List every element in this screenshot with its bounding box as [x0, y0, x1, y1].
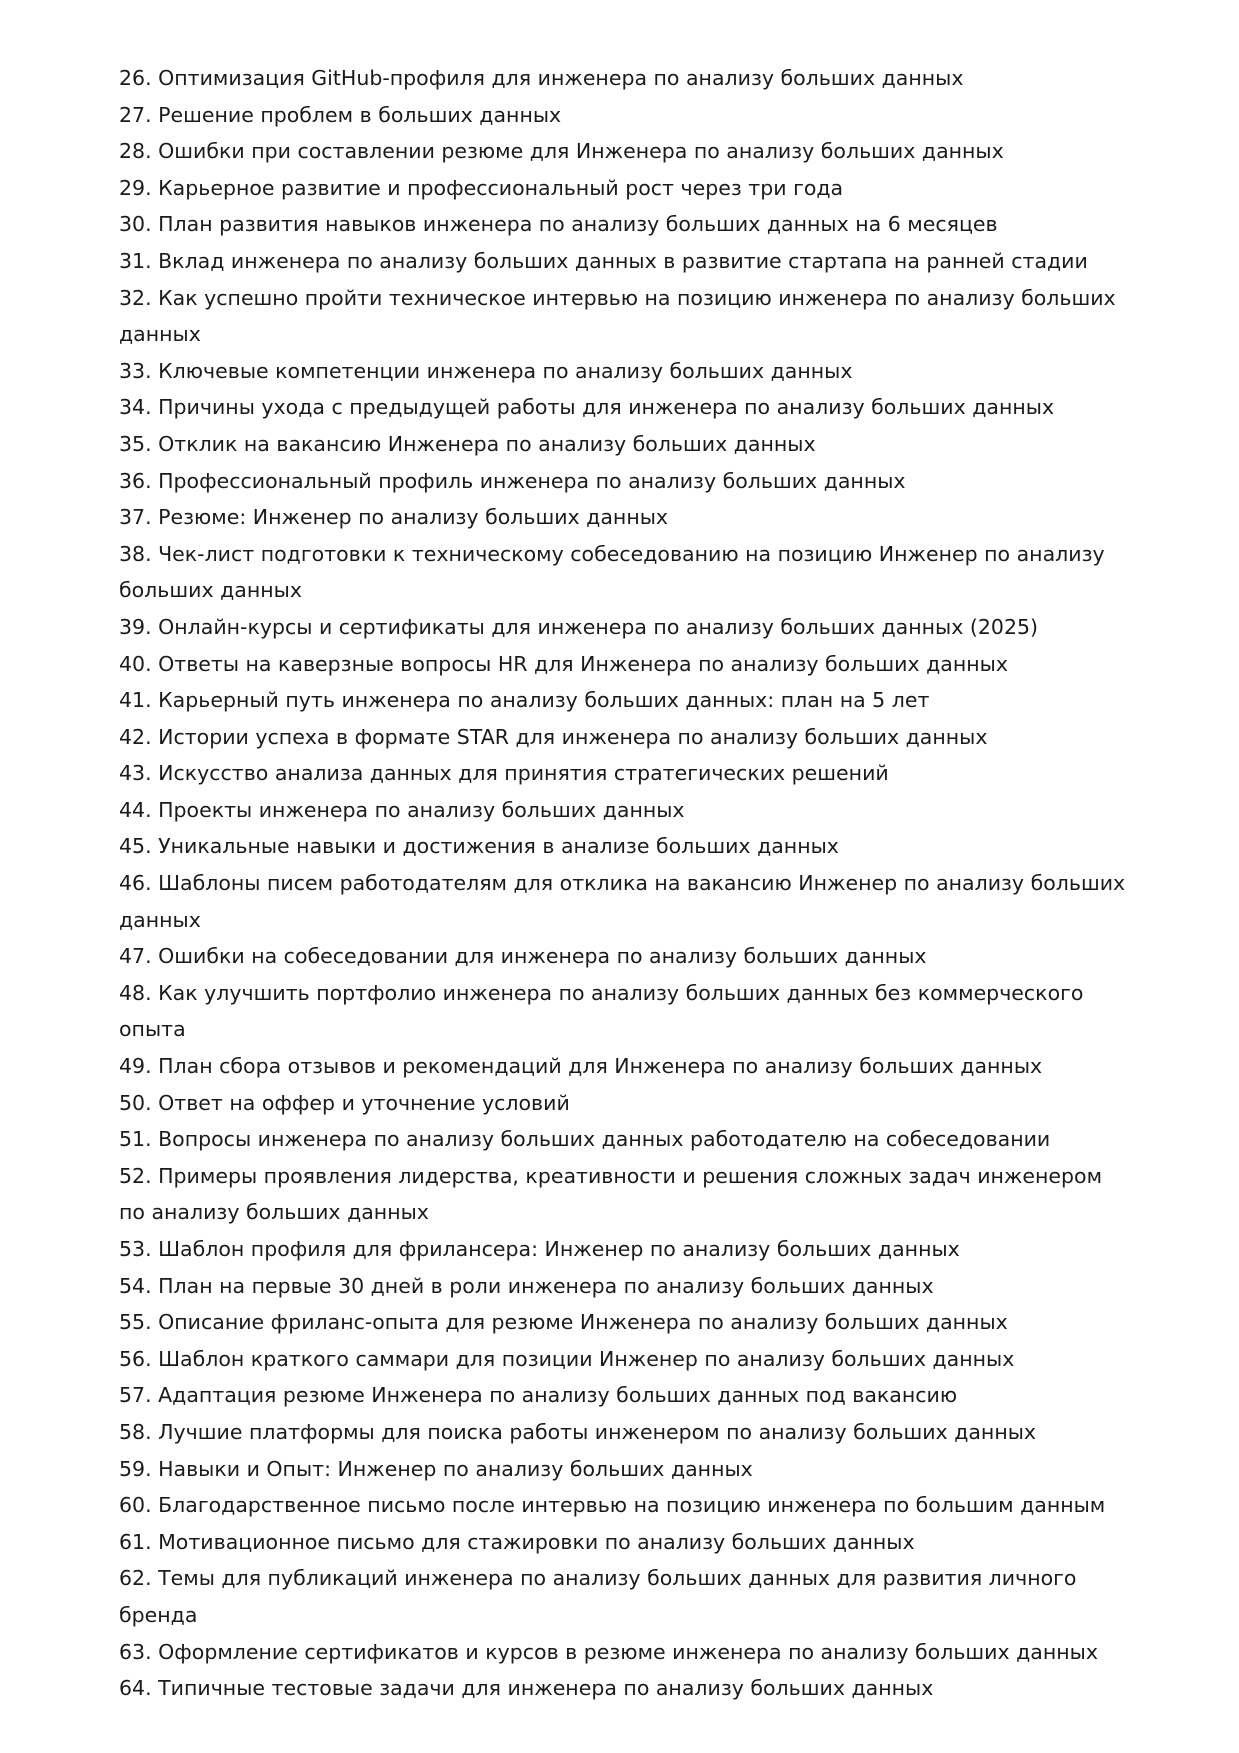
list-item: 44. Проекты инженера по анализу больших данных [119, 797, 685, 822]
list-item: 61. Мотивационное письмо для стажировки по анализу больших данных [119, 1529, 915, 1554]
list-item: 30. План развития навыков инженера по анализу больших данных на 6 месяцев [119, 212, 998, 237]
list-item: 27. Решение проблем в больших данных [119, 102, 562, 127]
list-item: 52. Примеры проявления лидерства, креативности и решения сложных задач инженером по анализу больших данных [119, 1163, 1103, 1225]
list-item: 56. Шаблон краткого саммари для позиции Инженер по анализу больших данных [119, 1346, 1015, 1371]
list-item: 47. Ошибки на собеседовании для инженера по анализу больших данных [119, 944, 927, 969]
list-item: 55. Описание фриланс-опыта для резюме Инженера по анализу больших данных [119, 1310, 1008, 1335]
list-item: 38. Чек-лист подготовки к техническому собеседованию на позицию Инженер по анализу больших данных [119, 541, 1105, 603]
list-item: 54. План на первые 30 дней в роли инженера по анализу больших данных [119, 1273, 934, 1298]
list-item: 50. Ответ на оффер и уточнение условий [119, 1090, 570, 1115]
list-item: 39. Онлайн-курсы и сертификаты для инженера по анализу больших данных (2025) [119, 614, 1039, 639]
list-item: 43. Искусство анализа данных для принятия стратегических решений [119, 761, 889, 786]
list-item: 57. Адаптация резюме Инженера по анализу больших данных под вакансию [119, 1383, 958, 1408]
topic-list [119, 60, 1129, 1707]
list-item: 59. Навыки и Опыт: Инженер по анализу больших данных [119, 1456, 753, 1481]
list-item: 33. Ключевые компетенции инженера по анализу больших данных [119, 358, 853, 383]
list-item: 34. Причины ухода с предыдущей работы для инженера по анализу больших данных [119, 395, 1055, 420]
list-item: 26. Оптимизация GitHub-профиля для инженера по анализу больших данных [119, 66, 964, 90]
list-item: 31. Вклад инженера по анализу больших данных в развитие стартапа на ранней стадии [119, 248, 1088, 273]
list-item: 36. Профессиональный профиль инженера по анализу больших данных [119, 468, 906, 493]
list-item: 29. Карьерное развитие и профессиональный рост через три года [119, 175, 844, 200]
list-item: 58. Лучшие платформы для поиска работы инженером по анализу больших данных [119, 1419, 1037, 1444]
list-item: 32. Как успешно пройти техническое интервью на позицию инженера по анализу больших данных [119, 285, 1116, 347]
list-item: 42. Истории успеха в формате STAR для инженера по анализу больших данных [119, 724, 988, 749]
list-item: 35. Отклик на вакансию Инженера по анализу больших данных [119, 431, 816, 456]
list-item: 46. Шаблоны писем работодателям для отклика на вакансию Инженер по анализу больших данных [119, 871, 1126, 932]
list-item: 37. Резюме: Инженер по анализу больших данных [119, 505, 669, 530]
list-item: 62. Темы для публикаций инженера по анализу больших данных для развития личного бренда [119, 1566, 1077, 1627]
list-item: 45. Уникальные навыки и достижения в анализе больших данных [119, 834, 839, 859]
list-item: 64. Типичные тестовые задачи для инженера по анализу больших данных [119, 1676, 934, 1701]
list-item: 51. Вопросы инженера по анализу больших данных работодателю на собеседовании [119, 1127, 1051, 1152]
list-item: 49. План сбора отзывов и рекомендаций для Инженера по анализу больших данных [119, 1054, 1043, 1079]
list-item: 63. Оформление сертификатов и курсов в резюме инженера по анализу больших данных [119, 1639, 1098, 1664]
list-item: 40. Ответы на каверзные вопросы HR для Инженера по анализу больших данных [119, 651, 1008, 676]
list-item: 53. Шаблон профиля для фрилансера: Инженер по анализу больших данных [119, 1237, 960, 1261]
list-item: 48. Как улучшить портфолио инженера по анализу больших данных без коммерческого опыта [119, 980, 1084, 1042]
list-item: 60. Благодарственное письмо после интервью на позицию инженера по большим данным [119, 1493, 1106, 1518]
list-item: 28. Ошибки при составлении резюме для Инженера по анализу больших данных [119, 139, 1004, 164]
list-item: 41. Карьерный путь инженера по анализу больших данных: план на 5 лет [119, 688, 930, 713]
